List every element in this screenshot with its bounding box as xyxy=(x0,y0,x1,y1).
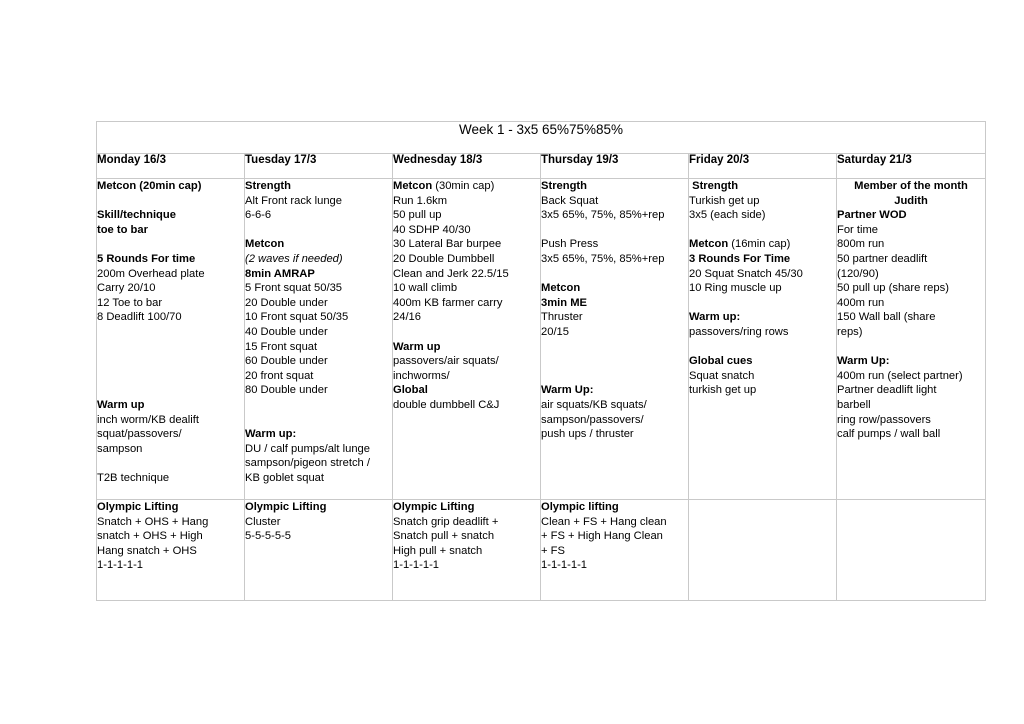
workout-schedule-sheet xyxy=(96,121,985,601)
workout-line-heading: 8min AMRAP xyxy=(245,267,315,280)
day-header-thursday: Thursday 19/3 xyxy=(541,154,689,179)
workout-line-spacer xyxy=(97,340,244,355)
workout-line: 15 Front squat xyxy=(245,340,318,353)
olympic-cell-wednesday xyxy=(393,500,541,601)
workout-line: Clean + FS + Hang clean xyxy=(541,515,667,528)
workout-line-heading: Metcon xyxy=(393,180,433,192)
workout-line: 20 Double under xyxy=(245,296,328,309)
workout-line-mixed xyxy=(689,237,836,252)
workout-line: push ups / thruster xyxy=(541,428,634,441)
day-header-tuesday: Tuesday 17/3 xyxy=(245,154,393,179)
workout-line: 80 Double under xyxy=(245,384,328,397)
workout-line: passovers/ring rows xyxy=(689,325,789,338)
workout-line: sampson xyxy=(97,442,143,455)
workout-line: 40 SDHP 40/30 xyxy=(393,223,471,236)
workout-line-heading: Warm Up: xyxy=(541,384,594,397)
workout-line: reps) xyxy=(837,325,863,338)
workout-line: 20 Double Dumbbell xyxy=(393,252,495,265)
workout-line-heading: Strength xyxy=(541,180,587,192)
workout-cell-friday xyxy=(689,179,837,500)
workout-line: Thruster xyxy=(541,311,583,324)
workout-line-heading: Warm up xyxy=(97,398,145,411)
workout-line: Snatch + OHS + Hang xyxy=(97,515,209,528)
workout-line-spacer xyxy=(541,340,688,355)
workout-line-spacer xyxy=(245,398,392,413)
workout-line: 200m Overhead plate xyxy=(97,267,205,280)
workout-line: Alt Front rack lunge xyxy=(245,194,343,207)
workout-line-spacer xyxy=(541,267,688,282)
workout-line: sampson/passovers/ xyxy=(541,413,644,426)
workout-line-heading: Global cues xyxy=(689,355,753,368)
workout-line: 50 pull up (share reps) xyxy=(837,282,949,295)
workout-line-heading: 3 Rounds For Time xyxy=(689,252,791,265)
workout-line-spacer xyxy=(689,223,836,238)
workout-line: 40 Double under xyxy=(245,325,328,338)
workout-line-spacer xyxy=(837,340,985,355)
workout-line-spacer xyxy=(541,223,688,238)
workout-line-heading: toe to bar xyxy=(97,223,148,236)
workout-line: 3x5 65%, 75%, 85%+rep xyxy=(541,252,665,265)
workout-line: 3x5 65%, 75%, 85%+rep xyxy=(541,209,665,222)
workout-line-heading: 5 Rounds For time xyxy=(97,252,196,265)
workout-line-centered-heading: Member of the month xyxy=(854,180,968,192)
workout-line-detail: (16min cap) xyxy=(728,238,791,251)
workout-line: 6-6-6 xyxy=(245,209,272,222)
workout-line: 60 Double under xyxy=(245,355,328,368)
workout-line: + FS + High Hang Clean xyxy=(541,530,663,543)
day-header-friday: Friday 20/3 xyxy=(689,154,837,179)
workout-line: Carry 20/10 xyxy=(97,282,156,295)
workout-line-centered-heading: Judith xyxy=(894,194,928,207)
table-header-row xyxy=(97,154,986,179)
workout-line: 3x5 (each side) xyxy=(689,209,766,222)
workout-line: For time xyxy=(837,223,879,236)
workout-line-heading: 3min ME xyxy=(541,296,588,309)
workout-line: 400m KB farmer carry xyxy=(393,296,503,309)
olympic-lifting-row xyxy=(97,500,986,601)
workout-line-spacer xyxy=(689,340,836,355)
workout-line-heading: Olympic lifting xyxy=(541,501,619,513)
workout-line-heading: Warm up: xyxy=(689,311,741,324)
workout-row xyxy=(97,179,986,500)
workout-line: double dumbbell C&J xyxy=(393,398,500,411)
workout-line: Squat snatch xyxy=(689,369,755,382)
workout-line-spacer xyxy=(541,354,688,369)
table-title-row xyxy=(97,122,986,154)
workout-line: + FS xyxy=(541,544,565,557)
workout-line: (120/90) xyxy=(837,267,879,280)
day-header-monday: Monday 16/3 xyxy=(97,154,245,179)
workout-line: Partner deadlift light xyxy=(837,384,937,397)
workout-line: turkish get up xyxy=(689,384,757,397)
workout-line: 10 wall climb xyxy=(393,282,458,295)
workout-line: 24/16 xyxy=(393,311,421,324)
olympic-cell-friday xyxy=(689,500,837,601)
workout-line-heading: Olympic Lifting xyxy=(245,501,327,513)
workout-line-heading: Strength xyxy=(245,180,291,192)
workout-line-heading: Metcon xyxy=(689,238,729,251)
workout-line: Clean and Jerk 22.5/15 xyxy=(393,267,509,280)
workout-line: 20 front squat xyxy=(245,369,314,382)
weekly-workout-table xyxy=(96,121,986,601)
workout-line-spacer xyxy=(97,369,244,384)
workout-line: inchworms/ xyxy=(393,369,450,382)
workout-line: air squats/KB squats/ xyxy=(541,398,647,411)
workout-line-spacer xyxy=(393,325,540,340)
day-header-saturday: Saturday 21/3 xyxy=(837,154,986,179)
workout-line: sampson/pigeon stretch / xyxy=(245,457,370,470)
workout-line-heading: Skill/technique xyxy=(97,209,176,222)
workout-line: 800m run xyxy=(837,238,885,251)
workout-line: 1-1-1-1-1 xyxy=(541,559,588,572)
workout-line: 12 Toe to bar xyxy=(97,296,163,309)
workout-line-heading: Strength xyxy=(689,180,739,192)
workout-line-heading: Olympic Lifting xyxy=(97,501,179,513)
table-title: Week 1 - 3x5 65%75%85% xyxy=(97,122,986,154)
workout-line-heading: Warm Up: xyxy=(837,355,890,368)
workout-line: squat/passovers/ xyxy=(97,428,182,441)
workout-line: ring row/passovers xyxy=(837,413,931,426)
workout-line-spacer xyxy=(97,354,244,369)
workout-line: passovers/air squats/ xyxy=(393,355,499,368)
workout-line: 400m run (select partner) xyxy=(837,369,963,382)
workout-line-heading: Metcon xyxy=(541,282,581,295)
workout-line-spacer xyxy=(689,296,836,311)
workout-line: High pull + snatch xyxy=(393,544,483,557)
workout-line: 30 Lateral Bar burpee xyxy=(393,238,502,251)
workout-line: 5-5-5-5-5 xyxy=(245,530,292,543)
workout-line: barbell xyxy=(837,398,871,411)
workout-line: 1-1-1-1-1 xyxy=(97,559,144,572)
workout-cell-monday xyxy=(97,179,245,500)
workout-line: 20 Squat Snatch 45/30 xyxy=(689,267,803,280)
workout-line: calf pumps / wall ball xyxy=(837,428,941,441)
workout-line: DU / calf pumps/alt lunge xyxy=(245,442,370,455)
workout-line-heading: Olympic Lifting xyxy=(393,501,475,513)
workout-line-heading: Partner WOD xyxy=(837,209,907,222)
workout-line: Snatch pull + snatch xyxy=(393,530,495,543)
workout-line: 10 Ring muscle up xyxy=(689,282,782,295)
workout-line: Hang snatch + OHS xyxy=(97,544,197,557)
workout-line: 50 partner deadlift xyxy=(837,252,928,265)
workout-line: 1-1-1-1-1 xyxy=(393,559,440,572)
workout-line: 10 Front squat 50/35 xyxy=(245,311,349,324)
olympic-cell-tuesday xyxy=(245,500,393,601)
workout-line: 150 Wall ball (share xyxy=(837,311,936,324)
workout-line: Turkish get up xyxy=(689,194,760,207)
workout-line: 8 Deadlift 100/70 xyxy=(97,311,182,324)
olympic-cell-thursday xyxy=(541,500,689,601)
workout-line-spacer xyxy=(97,194,244,209)
workout-line: Snatch grip deadlift + xyxy=(393,515,499,528)
workout-line: inch worm/KB dealift xyxy=(97,413,199,426)
workout-line: Push Press xyxy=(541,238,599,251)
workout-line-spacer xyxy=(97,383,244,398)
workout-cell-saturday xyxy=(837,179,986,500)
workout-line-spacer xyxy=(245,223,392,238)
workout-line-heading: Metcon xyxy=(245,238,285,251)
workout-line: 50 pull up xyxy=(393,209,442,222)
workout-line-spacer xyxy=(97,325,244,340)
workout-line-heading: Warm up xyxy=(393,340,441,353)
workout-line: 20/15 xyxy=(541,325,569,338)
olympic-cell-saturday xyxy=(837,500,986,601)
workout-line: Cluster xyxy=(245,515,281,528)
workout-line-heading: Metcon (20min cap) xyxy=(97,180,202,192)
workout-line-mixed xyxy=(393,179,540,194)
workout-line-note: (2 waves if needed) xyxy=(245,252,343,265)
workout-line: T2B technique xyxy=(97,471,170,484)
workout-cell-tuesday xyxy=(245,179,393,500)
workout-line-detail: (30min cap) xyxy=(432,180,495,192)
workout-line: 5 Front squat 50/35 xyxy=(245,282,343,295)
workout-line-heading: Global xyxy=(393,384,428,397)
day-header-wednesday: Wednesday 18/3 xyxy=(393,154,541,179)
workout-line: Run 1.6km xyxy=(393,194,448,207)
workout-cell-thursday xyxy=(541,179,689,500)
workout-line: Back Squat xyxy=(541,194,599,207)
workout-line-spacer xyxy=(97,237,244,252)
workout-line: snatch + OHS + High xyxy=(97,530,203,543)
workout-cell-wednesday xyxy=(393,179,541,500)
workout-line: KB goblet squat xyxy=(245,471,324,484)
workout-line-spacer xyxy=(245,413,392,428)
workout-line: 400m run xyxy=(837,296,885,309)
olympic-cell-monday xyxy=(97,500,245,601)
workout-line-spacer xyxy=(97,456,244,471)
workout-line-heading: Warm up: xyxy=(245,428,297,441)
workout-line-spacer xyxy=(541,369,688,384)
